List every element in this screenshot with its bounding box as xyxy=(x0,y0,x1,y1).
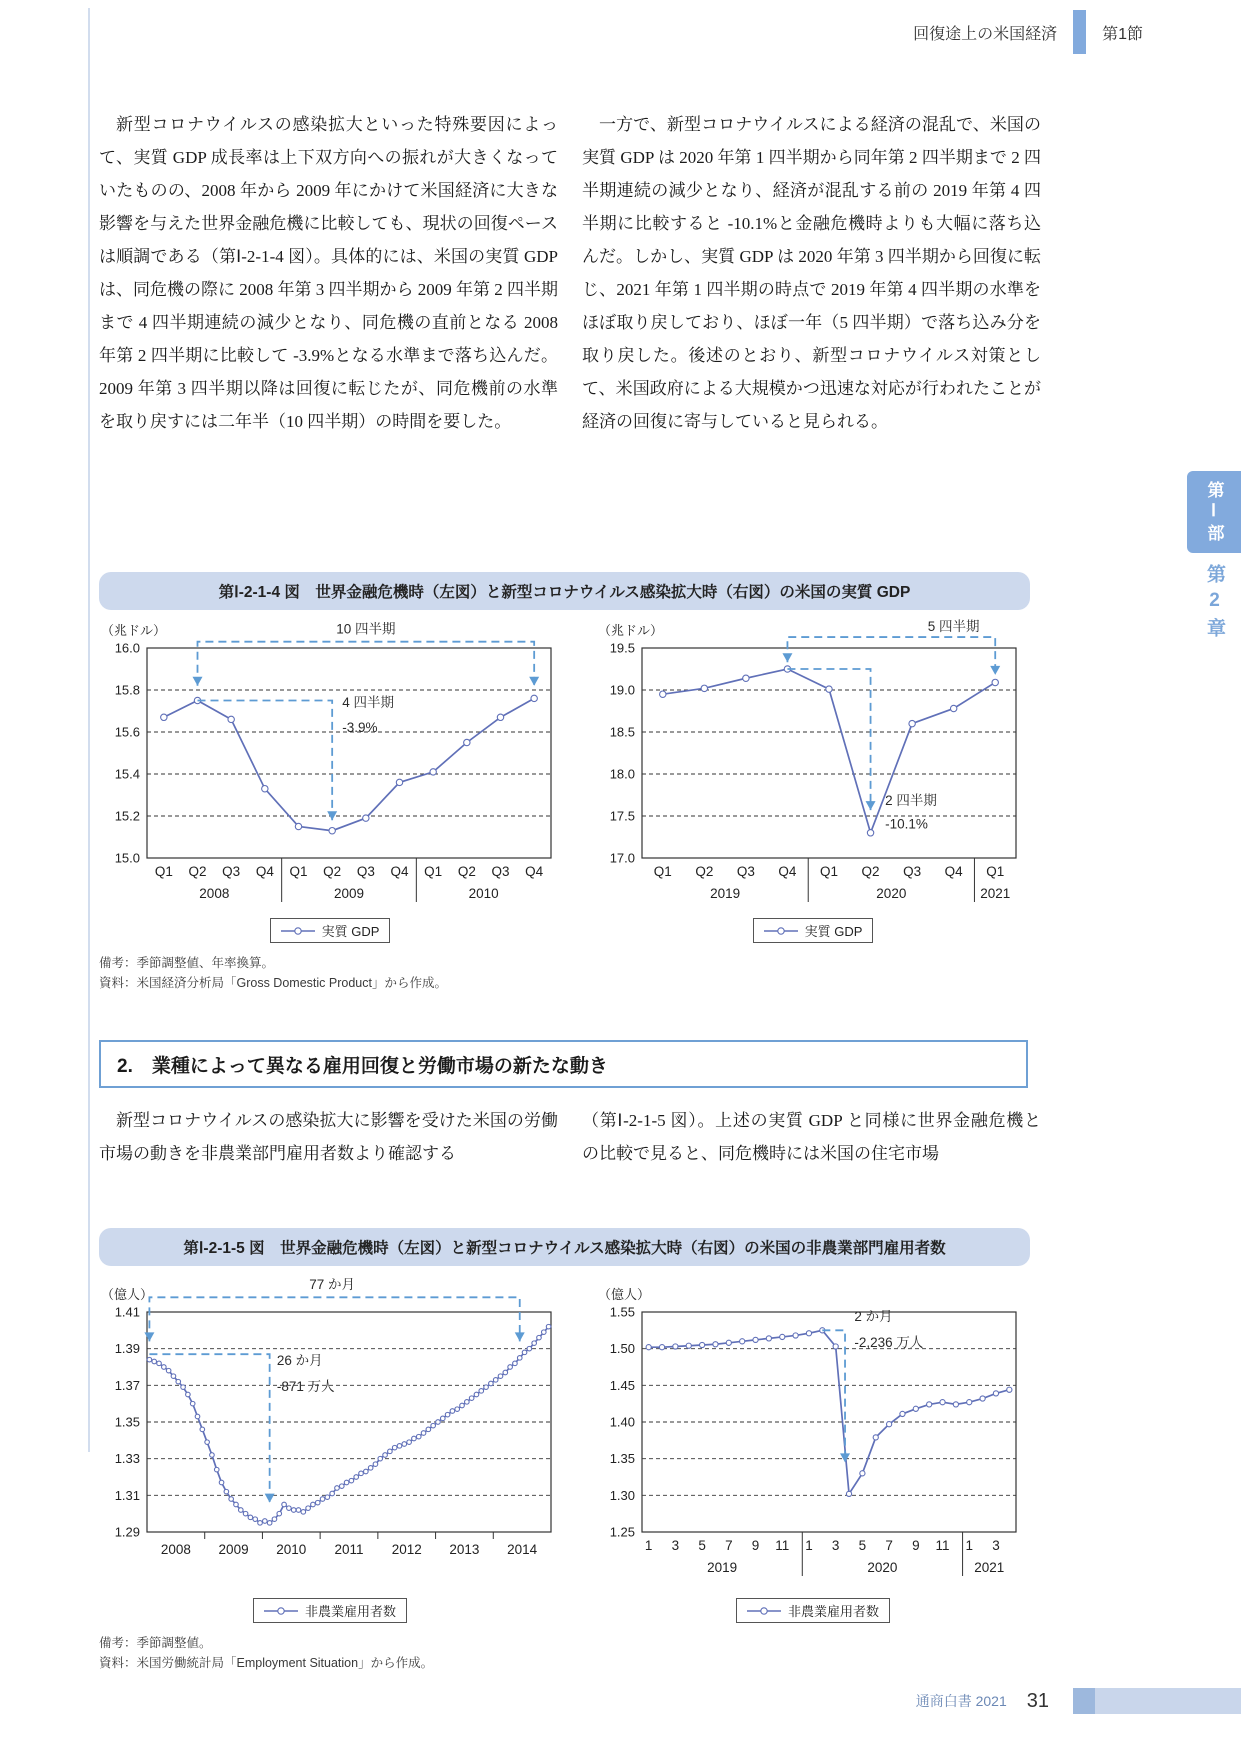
svg-text:17.0: 17.0 xyxy=(609,850,635,866)
svg-text:5: 5 xyxy=(698,1538,706,1553)
svg-text:18.0: 18.0 xyxy=(609,766,635,782)
svg-text:-2,236 万人: -2,236 万人 xyxy=(854,1335,924,1351)
svg-text:4 四半期: 4 四半期 xyxy=(342,694,395,710)
svg-text:Q4: Q4 xyxy=(944,864,963,879)
svg-text:2019: 2019 xyxy=(707,1560,738,1575)
svg-text:Q2: Q2 xyxy=(861,864,880,879)
svg-text:2010: 2010 xyxy=(468,886,499,901)
svg-text:Q1: Q1 xyxy=(986,864,1005,879)
sidebar-chapter-label: 第2章 xyxy=(1204,564,1225,644)
legend-label: 実質 GDP xyxy=(804,924,863,939)
svg-text:17.5: 17.5 xyxy=(609,808,635,824)
note-line: 備考：季節調整値。 xyxy=(99,1636,212,1650)
svg-text:11: 11 xyxy=(775,1538,790,1553)
svg-text:2008: 2008 xyxy=(160,1542,191,1557)
chart-panel-left xyxy=(99,1268,561,1623)
svg-text:15.2: 15.2 xyxy=(114,808,140,824)
svg-text:19.0: 19.0 xyxy=(609,682,635,698)
svg-text:5 四半期: 5 四半期 xyxy=(927,619,980,635)
svg-text:Q1: Q1 xyxy=(653,864,672,879)
note-line: 備考：季節調整値、年率換算。 xyxy=(99,956,275,970)
book-title: 通商白書 2021 xyxy=(915,1693,1007,1709)
svg-text:Q1: Q1 xyxy=(289,864,308,879)
svg-text:Q3: Q3 xyxy=(491,864,510,879)
svg-text:1.35: 1.35 xyxy=(114,1414,140,1430)
svg-text:Q4: Q4 xyxy=(390,864,409,879)
svg-text:10 四半期: 10 四半期 xyxy=(336,621,396,637)
svg-text:2011: 2011 xyxy=(334,1542,364,1557)
header-section-label: 第1節 xyxy=(1102,25,1143,43)
legend-label: 非農業雇用者数 xyxy=(304,1604,396,1619)
svg-text:19.5: 19.5 xyxy=(609,640,635,656)
svg-text:1.55: 1.55 xyxy=(609,1304,635,1320)
legend-label: 実質 GDP xyxy=(321,924,380,939)
employment-financial-crisis-chart xyxy=(99,1268,561,1594)
svg-text:Q3: Q3 xyxy=(736,864,755,879)
svg-text:2009: 2009 xyxy=(333,886,365,901)
svg-text:2012: 2012 xyxy=(391,1542,422,1557)
page-number: 31 xyxy=(1026,1689,1049,1712)
svg-text:（億人）: （億人） xyxy=(598,1287,651,1302)
legend-line-marker xyxy=(281,926,315,936)
text-column-right: （第Ⅰ-2-1-5 図）。上述の実質 GDP と同様に世界金融危機との比較で見ると、同危機時には米国の住宅市場 xyxy=(582,1111,1041,1163)
svg-text:1.35: 1.35 xyxy=(609,1451,635,1467)
svg-text:（兆ドル）: （兆ドル） xyxy=(101,623,167,638)
sidebar-part-badge: 第Ⅰ部 xyxy=(1187,471,1241,553)
svg-text:-871 万人: -871 万人 xyxy=(276,1378,335,1394)
page-header xyxy=(913,10,1143,54)
svg-text:9: 9 xyxy=(912,1538,920,1553)
svg-text:2008: 2008 xyxy=(199,886,230,901)
svg-text:5: 5 xyxy=(858,1538,867,1553)
svg-text:2021: 2021 xyxy=(974,1560,1005,1575)
svg-text:（兆ドル）: （兆ドル） xyxy=(598,623,664,638)
svg-text:2021: 2021 xyxy=(980,886,1011,901)
left-margin-rule xyxy=(88,8,90,1452)
svg-text:Q1: Q1 xyxy=(154,864,173,879)
chart-panel-right xyxy=(596,612,1030,943)
paragraph-block-1 xyxy=(99,108,1041,438)
svg-text:Q1: Q1 xyxy=(424,864,443,879)
svg-text:3: 3 xyxy=(831,1538,840,1553)
svg-text:1.40: 1.40 xyxy=(609,1414,635,1430)
svg-text:15.0: 15.0 xyxy=(114,850,140,866)
figure-charts-row xyxy=(99,612,1030,943)
svg-text:Q2: Q2 xyxy=(188,864,207,879)
source-line: 資料：米国労働統計局「Employment Situation」から作成。 xyxy=(99,1656,434,1670)
svg-text:11: 11 xyxy=(935,1538,950,1553)
svg-text:1: 1 xyxy=(965,1538,974,1553)
svg-text:1: 1 xyxy=(805,1538,813,1553)
svg-text:1.31: 1.31 xyxy=(114,1487,140,1503)
source-line: 資料：米国経済分析局「Gross Domestic Product」から作成。 xyxy=(99,976,447,990)
svg-text:7: 7 xyxy=(885,1538,893,1553)
svg-text:1.37: 1.37 xyxy=(114,1377,140,1393)
svg-text:Q1: Q1 xyxy=(819,864,839,879)
legend-label: 非農業雇用者数 xyxy=(787,1604,879,1619)
text-column-right: 一方で、新型コロナウイルスによる経済の混乱で、米国の実質 GDP は 2020 年第 1 四半期から同年第 2 四半期まで 2 四半期連続の減少となり、経済が混乱する前の 2019 年第 4 四半期に比較すると -10.1%と金融危機時よりも大幅に落ち込んだ。しかし、実質 GDP は 2020 年第 3 四半期から回復に転じ、2021 年第 1 四半期の時点で 2019 年第 4 四半期の水準をほぼ取り戻しており、ほぼ一年（5 四半期）で落ち込み分を取り戻した。後述のとおり、新型コロナウイルス対策として、米国政府による大規模かつ迅速な対応が行われたことが経済の回復に寄与していると見られる。 xyxy=(582,115,1041,431)
chart-panel-right xyxy=(596,1268,1030,1623)
svg-text:1.50: 1.50 xyxy=(609,1341,635,1357)
svg-text:2009: 2009 xyxy=(218,1542,249,1557)
svg-text:1: 1 xyxy=(644,1538,653,1553)
gdp-financial-crisis-chart xyxy=(99,612,561,914)
svg-text:Q3: Q3 xyxy=(356,864,375,879)
legend-line-marker xyxy=(264,1606,298,1616)
svg-text:-10.1%: -10.1% xyxy=(885,816,928,832)
employment-covid-chart xyxy=(596,1268,1030,1594)
svg-text:（億人）: （億人） xyxy=(101,1287,154,1302)
figure-title: 第Ⅰ-2-1-5 図 世界金融危機時（左図）と新型コロナウイルス感染拡大時（右図）の米国の非農業部門雇用者数 xyxy=(99,1228,1030,1266)
svg-text:2019: 2019 xyxy=(710,886,741,901)
svg-text:Q2: Q2 xyxy=(695,864,714,879)
svg-text:-3.9%: -3.9% xyxy=(342,720,378,735)
legend-line-marker xyxy=(764,926,798,936)
svg-text:Q4: Q4 xyxy=(525,864,544,879)
svg-text:77 か月: 77 か月 xyxy=(309,1277,356,1293)
footer-edge-bar xyxy=(1095,1688,1241,1714)
section-2-heading: 2. 業種によって異なる雇用回復と労働市場の新たな動き xyxy=(99,1040,1028,1088)
svg-text:16.0: 16.0 xyxy=(114,640,140,656)
svg-text:18.5: 18.5 xyxy=(609,724,635,740)
svg-text:3: 3 xyxy=(992,1538,1000,1553)
svg-text:9: 9 xyxy=(751,1538,760,1553)
svg-text:Q2: Q2 xyxy=(323,864,342,879)
chart-legend xyxy=(753,918,874,943)
figure-1-2-1-4 xyxy=(99,572,1030,993)
svg-text:Q3: Q3 xyxy=(222,864,241,879)
svg-text:1.39: 1.39 xyxy=(114,1341,140,1357)
svg-text:Q4: Q4 xyxy=(778,864,797,879)
svg-text:1.25: 1.25 xyxy=(609,1524,635,1540)
header-divider-bar xyxy=(1073,10,1086,54)
paragraph-block-2 xyxy=(99,1104,1041,1170)
svg-text:Q3: Q3 xyxy=(903,864,922,879)
text-column-left: 新型コロナウイルスの感染拡大といった特殊要因によって、実質 GDP 成長率は上下双方向への振れが大きくなっていたものの、2008 年から 2009 年にかけて米国経済に大きな影響を与えた世界金融危機に比較しても、現状の回復ペースは順調である（第Ⅰ-2-1-4 図）。具体的には、米国の実質 GDP は、同危機の際に 2008 年第 3 四半期から 2009 年第 2 四半期まで 4 四半期連続の減少となり、同危機の直前となる 2008 年第 2 四半期に比較して -3.9%となる水準まで落ち込んだ。2009 年第 3 四半期以降は回復に転じたが、同危機前の水準を取り戻すには二年半（10 四半期）の時間を要した。 xyxy=(99,115,558,431)
figure-notes xyxy=(99,953,1030,993)
header-title: 回復途上の米国経済 xyxy=(913,25,1058,43)
text-column-left: 新型コロナウイルスの感染拡大に影響を受けた米国の労働市場の動きを非農業部門雇用者数より確認する xyxy=(99,1111,558,1163)
svg-text:2 か月: 2 か月 xyxy=(854,1308,893,1324)
svg-text:15.6: 15.6 xyxy=(114,724,140,740)
svg-text:2010: 2010 xyxy=(276,1542,307,1557)
figure-charts-row xyxy=(99,1268,1030,1623)
chart-legend xyxy=(270,918,391,943)
chart-legend xyxy=(736,1598,890,1623)
svg-text:2020: 2020 xyxy=(867,1560,898,1575)
svg-text:1.29: 1.29 xyxy=(114,1524,140,1540)
svg-text:1.41: 1.41 xyxy=(114,1304,140,1320)
svg-text:2020: 2020 xyxy=(876,886,907,901)
figure-notes xyxy=(99,1633,1030,1673)
chart-legend xyxy=(253,1598,407,1623)
svg-text:Q4: Q4 xyxy=(255,864,274,879)
figure-1-2-1-5 xyxy=(99,1228,1030,1673)
svg-text:3: 3 xyxy=(671,1538,680,1553)
chart-panel-left xyxy=(99,612,561,943)
page-footer xyxy=(916,1688,1241,1714)
svg-text:2014: 2014 xyxy=(507,1542,538,1557)
svg-text:15.4: 15.4 xyxy=(114,766,140,782)
legend-line-marker xyxy=(747,1606,781,1616)
svg-text:1.33: 1.33 xyxy=(114,1451,140,1467)
svg-text:2 四半期: 2 四半期 xyxy=(885,793,937,809)
svg-text:Q2: Q2 xyxy=(457,864,476,879)
svg-text:26 か月: 26 か月 xyxy=(276,1353,323,1369)
footer-accent-bar xyxy=(1073,1688,1095,1714)
svg-text:15.8: 15.8 xyxy=(114,682,140,698)
svg-text:7: 7 xyxy=(725,1538,733,1553)
gdp-covid-chart xyxy=(596,612,1030,914)
svg-text:1.30: 1.30 xyxy=(609,1487,635,1503)
svg-text:2013: 2013 xyxy=(449,1542,480,1557)
svg-text:1.45: 1.45 xyxy=(609,1377,635,1393)
figure-title: 第Ⅰ-2-1-4 図 世界金融危機時（左図）と新型コロナウイルス感染拡大時（右図）の米国の実質 GDP xyxy=(99,572,1030,610)
